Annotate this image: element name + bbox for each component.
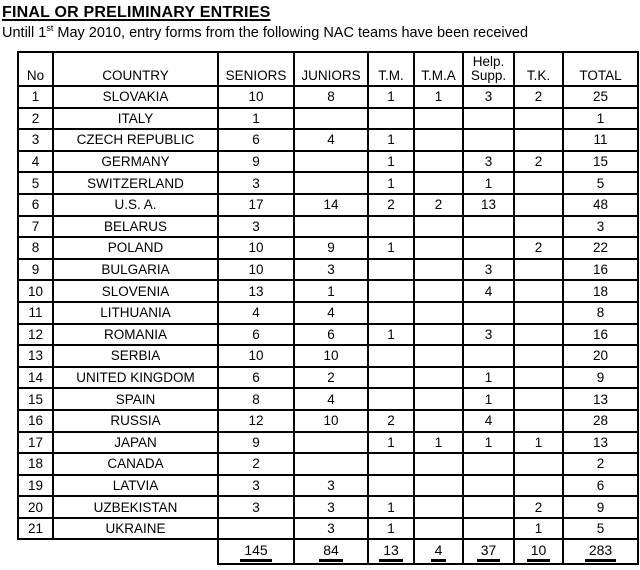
tma-cell xyxy=(414,496,463,518)
tm-cell xyxy=(368,216,414,238)
tk-cell: 2 xyxy=(514,496,563,518)
tma-cell: 1 xyxy=(414,432,463,454)
help-supp-cell: 1 xyxy=(463,172,514,194)
col-header-help-line1: Help. xyxy=(472,54,505,69)
tk-cell: 2 xyxy=(514,86,563,108)
tma-cell: 2 xyxy=(414,194,463,216)
help-supp-cell: 3 xyxy=(463,259,514,281)
row-no-cell: 5 xyxy=(18,172,53,194)
col-header-seniors: SENIORS xyxy=(218,52,294,86)
row-no-cell: 10 xyxy=(18,280,53,302)
tk-cell xyxy=(514,194,563,216)
country-cell: CZECH REPUBLIC xyxy=(53,129,218,151)
tm-cell: 1 xyxy=(368,432,414,454)
tm-cell xyxy=(368,475,414,497)
tm-cell xyxy=(368,345,414,367)
table-row xyxy=(18,129,638,151)
country-cell: SPAIN xyxy=(53,388,218,410)
subtitle-suffix: May 2010, entry forms from the following NAC teams have been received xyxy=(53,25,529,41)
tk-cell xyxy=(514,345,563,367)
tm-cell: 1 xyxy=(368,518,414,540)
tm-cell xyxy=(368,453,414,475)
subtitle-superscript: st xyxy=(46,23,54,34)
totals-tk-cell xyxy=(514,539,563,564)
total-cell: 15 xyxy=(563,151,638,173)
table-header xyxy=(18,52,638,86)
help-supp-cell: 3 xyxy=(463,151,514,173)
table-row xyxy=(18,86,638,108)
seniors-cell: 12 xyxy=(218,410,294,432)
help-supp-cell xyxy=(463,453,514,475)
total-cell: 16 xyxy=(563,324,638,346)
totals-seniors-cell xyxy=(218,539,294,564)
col-header-help-line2: Supp. xyxy=(470,68,507,83)
row-no-cell: 8 xyxy=(18,237,53,259)
table-row xyxy=(18,367,638,389)
totals-tm-cell xyxy=(368,539,414,564)
country-cell: SWITZERLAND xyxy=(53,172,218,194)
seniors-cell: 2 xyxy=(218,453,294,475)
col-header-total: TOTAL xyxy=(563,52,638,86)
entries-table xyxy=(17,51,639,565)
tma-cell xyxy=(414,367,463,389)
tk-cell: 1 xyxy=(514,432,563,454)
seniors-cell: 10 xyxy=(218,86,294,108)
country-cell: SLOVAKIA xyxy=(53,86,218,108)
row-no-cell: 12 xyxy=(18,324,53,346)
help-supp-cell xyxy=(463,108,514,130)
tma-cell xyxy=(414,237,463,259)
row-no-cell: 6 xyxy=(18,194,53,216)
col-header-help-supp xyxy=(463,52,514,86)
country-cell: SLOVENIA xyxy=(53,280,218,302)
seniors-cell: 13 xyxy=(218,280,294,302)
country-cell: BELARUS xyxy=(53,216,218,238)
seniors-cell: 3 xyxy=(218,216,294,238)
table-row xyxy=(18,172,638,194)
country-cell: BULGARIA xyxy=(53,259,218,281)
table-row xyxy=(18,388,638,410)
juniors-cell: 4 xyxy=(294,388,368,410)
totals-spacer-cell xyxy=(18,539,218,564)
subtitle-prefix: Untill 1 xyxy=(2,25,47,41)
seniors-cell: 8 xyxy=(218,388,294,410)
table-row xyxy=(18,345,638,367)
help-supp-cell xyxy=(463,129,514,151)
help-supp-cell: 1 xyxy=(463,388,514,410)
seniors-cell: 17 xyxy=(218,194,294,216)
help-supp-cell: 13 xyxy=(463,194,514,216)
country-cell: POLAND xyxy=(53,237,218,259)
subtitle xyxy=(2,25,640,42)
country-cell: RUSSIA xyxy=(53,410,218,432)
juniors-cell xyxy=(294,108,368,130)
totals-seniors-value: 145 xyxy=(240,542,271,562)
tm-cell xyxy=(368,108,414,130)
juniors-cell: 8 xyxy=(294,86,368,108)
juniors-cell xyxy=(294,151,368,173)
tm-cell xyxy=(368,388,414,410)
juniors-cell: 4 xyxy=(294,129,368,151)
total-cell: 16 xyxy=(563,259,638,281)
seniors-cell: 3 xyxy=(218,475,294,497)
total-cell: 9 xyxy=(563,496,638,518)
table-row xyxy=(18,108,638,130)
country-cell: UZBEKISTAN xyxy=(53,496,218,518)
juniors-cell: 14 xyxy=(294,194,368,216)
page-title: FINAL OR PRELIMINARY ENTRIES xyxy=(2,4,271,21)
row-no-cell: 3 xyxy=(18,129,53,151)
tm-cell: 1 xyxy=(368,172,414,194)
header-row xyxy=(18,52,638,86)
tk-cell xyxy=(514,302,563,324)
tm-cell xyxy=(368,367,414,389)
table-row xyxy=(18,280,638,302)
table-row xyxy=(18,410,638,432)
help-supp-cell: 4 xyxy=(463,280,514,302)
tma-cell xyxy=(414,259,463,281)
tma-cell xyxy=(414,151,463,173)
country-cell: ROMANIA xyxy=(53,324,218,346)
seniors-cell: 1 xyxy=(218,108,294,130)
country-cell: UNITED KINGDOM xyxy=(53,367,218,389)
help-supp-cell xyxy=(463,345,514,367)
row-no-cell: 2 xyxy=(18,108,53,130)
country-cell: LATVIA xyxy=(53,475,218,497)
table-row xyxy=(18,151,638,173)
country-cell: LITHUANIA xyxy=(53,302,218,324)
country-cell: U.S. A. xyxy=(53,194,218,216)
totals-tma-cell xyxy=(414,539,463,564)
col-header-juniors: JUNIORS xyxy=(294,52,368,86)
col-header-tma: T.M.A xyxy=(414,52,463,86)
row-no-cell: 15 xyxy=(18,388,53,410)
tma-cell xyxy=(414,216,463,238)
total-cell: 2 xyxy=(563,453,638,475)
table-row xyxy=(18,259,638,281)
seniors-cell xyxy=(218,518,294,540)
tma-cell xyxy=(414,129,463,151)
col-header-no: No xyxy=(18,52,53,86)
table-row xyxy=(18,518,638,540)
tk-cell xyxy=(514,216,563,238)
table-row xyxy=(18,237,638,259)
total-cell: 28 xyxy=(563,410,638,432)
totals-juniors-cell xyxy=(294,539,368,564)
tma-cell xyxy=(414,280,463,302)
totals-total-cell xyxy=(563,539,638,564)
help-supp-cell xyxy=(463,302,514,324)
juniors-cell: 10 xyxy=(294,345,368,367)
help-supp-cell: 1 xyxy=(463,432,514,454)
seniors-cell: 6 xyxy=(218,367,294,389)
country-cell: SERBIA xyxy=(53,345,218,367)
table-row xyxy=(18,453,638,475)
juniors-cell: 1 xyxy=(294,280,368,302)
total-cell: 3 xyxy=(563,216,638,238)
col-header-tm: T.M. xyxy=(368,52,414,86)
help-supp-cell xyxy=(463,496,514,518)
row-no-cell: 19 xyxy=(18,475,53,497)
row-no-cell: 16 xyxy=(18,410,53,432)
row-no-cell: 11 xyxy=(18,302,53,324)
total-cell: 13 xyxy=(563,388,638,410)
total-cell: 20 xyxy=(563,345,638,367)
row-no-cell: 20 xyxy=(18,496,53,518)
juniors-cell: 9 xyxy=(294,237,368,259)
total-cell: 1 xyxy=(563,108,638,130)
tk-cell xyxy=(514,259,563,281)
tk-cell xyxy=(514,280,563,302)
tma-cell xyxy=(414,518,463,540)
total-cell: 5 xyxy=(563,518,638,540)
juniors-cell: 3 xyxy=(294,496,368,518)
tm-cell: 1 xyxy=(368,151,414,173)
juniors-cell xyxy=(294,172,368,194)
totals-help-value: 37 xyxy=(477,542,501,562)
row-no-cell: 7 xyxy=(18,216,53,238)
table-row xyxy=(18,324,638,346)
totals-tk-value: 10 xyxy=(527,542,551,562)
table-row xyxy=(18,216,638,238)
help-supp-cell: 4 xyxy=(463,410,514,432)
table-row xyxy=(18,496,638,518)
juniors-cell: 2 xyxy=(294,367,368,389)
seniors-cell: 9 xyxy=(218,432,294,454)
total-cell: 6 xyxy=(563,475,638,497)
juniors-cell: 4 xyxy=(294,302,368,324)
table-body xyxy=(18,86,638,539)
country-cell: GERMANY xyxy=(53,151,218,173)
tma-cell xyxy=(414,302,463,324)
total-cell: 25 xyxy=(563,86,638,108)
seniors-cell: 3 xyxy=(218,496,294,518)
total-cell: 11 xyxy=(563,129,638,151)
country-cell: ITALY xyxy=(53,108,218,130)
tk-cell xyxy=(514,453,563,475)
help-supp-cell: 1 xyxy=(463,367,514,389)
total-cell: 18 xyxy=(563,280,638,302)
total-cell: 9 xyxy=(563,367,638,389)
row-no-cell: 14 xyxy=(18,367,53,389)
seniors-cell: 3 xyxy=(218,172,294,194)
juniors-cell: 3 xyxy=(294,518,368,540)
tm-cell: 1 xyxy=(368,496,414,518)
tk-cell: 1 xyxy=(514,518,563,540)
country-cell: CANADA xyxy=(53,453,218,475)
table-footer xyxy=(18,539,638,564)
tm-cell: 1 xyxy=(368,86,414,108)
totals-juniors-value: 84 xyxy=(319,542,343,562)
seniors-cell: 10 xyxy=(218,259,294,281)
total-cell: 22 xyxy=(563,237,638,259)
seniors-cell: 10 xyxy=(218,237,294,259)
total-cell: 8 xyxy=(563,302,638,324)
table-row xyxy=(18,194,638,216)
help-supp-cell xyxy=(463,475,514,497)
row-no-cell: 13 xyxy=(18,345,53,367)
juniors-cell xyxy=(294,432,368,454)
tm-cell xyxy=(368,259,414,281)
tm-cell: 1 xyxy=(368,129,414,151)
table-row xyxy=(18,475,638,497)
help-supp-cell xyxy=(463,518,514,540)
tma-cell xyxy=(414,410,463,432)
country-cell: JAPAN xyxy=(53,432,218,454)
juniors-cell xyxy=(294,453,368,475)
seniors-cell: 4 xyxy=(218,302,294,324)
country-cell: UKRAINE xyxy=(53,518,218,540)
tk-cell: 2 xyxy=(514,151,563,173)
totals-total-value: 283 xyxy=(585,542,616,562)
juniors-cell: 6 xyxy=(294,324,368,346)
tma-cell xyxy=(414,172,463,194)
tk-cell xyxy=(514,388,563,410)
row-no-cell: 1 xyxy=(18,86,53,108)
juniors-cell xyxy=(294,216,368,238)
total-cell: 48 xyxy=(563,194,638,216)
col-header-country: COUNTRY xyxy=(53,52,218,86)
juniors-cell: 3 xyxy=(294,475,368,497)
total-cell: 13 xyxy=(563,432,638,454)
row-no-cell: 9 xyxy=(18,259,53,281)
tma-cell xyxy=(414,388,463,410)
totals-tm-value: 13 xyxy=(379,542,403,562)
help-supp-cell xyxy=(463,237,514,259)
juniors-cell: 3 xyxy=(294,259,368,281)
help-supp-cell xyxy=(463,216,514,238)
row-no-cell: 21 xyxy=(18,518,53,540)
tm-cell: 2 xyxy=(368,410,414,432)
totals-help-cell xyxy=(463,539,514,564)
tma-cell: 1 xyxy=(414,86,463,108)
seniors-cell: 6 xyxy=(218,324,294,346)
table-row xyxy=(18,302,638,324)
row-no-cell: 4 xyxy=(18,151,53,173)
tm-cell: 1 xyxy=(368,237,414,259)
seniors-cell: 9 xyxy=(218,151,294,173)
tk-cell xyxy=(514,410,563,432)
help-supp-cell: 3 xyxy=(463,324,514,346)
seniors-cell: 6 xyxy=(218,129,294,151)
tk-cell xyxy=(514,172,563,194)
seniors-cell: 10 xyxy=(218,345,294,367)
tm-cell xyxy=(368,280,414,302)
help-supp-cell: 3 xyxy=(463,86,514,108)
tma-cell xyxy=(414,324,463,346)
totals-tma-value: 4 xyxy=(431,542,447,562)
tm-cell xyxy=(368,302,414,324)
tm-cell: 2 xyxy=(368,194,414,216)
tma-cell xyxy=(414,345,463,367)
row-no-cell: 18 xyxy=(18,453,53,475)
row-no-cell: 17 xyxy=(18,432,53,454)
tma-cell xyxy=(414,475,463,497)
table-row xyxy=(18,432,638,454)
tk-cell xyxy=(514,129,563,151)
tma-cell xyxy=(414,453,463,475)
total-cell: 5 xyxy=(563,172,638,194)
tk-cell xyxy=(514,367,563,389)
totals-row xyxy=(18,539,638,564)
tk-cell xyxy=(514,324,563,346)
tm-cell: 1 xyxy=(368,324,414,346)
tk-cell xyxy=(514,108,563,130)
col-header-tk: T.K. xyxy=(514,52,563,86)
tk-cell xyxy=(514,475,563,497)
tma-cell xyxy=(414,108,463,130)
tk-cell: 2 xyxy=(514,237,563,259)
juniors-cell: 10 xyxy=(294,410,368,432)
